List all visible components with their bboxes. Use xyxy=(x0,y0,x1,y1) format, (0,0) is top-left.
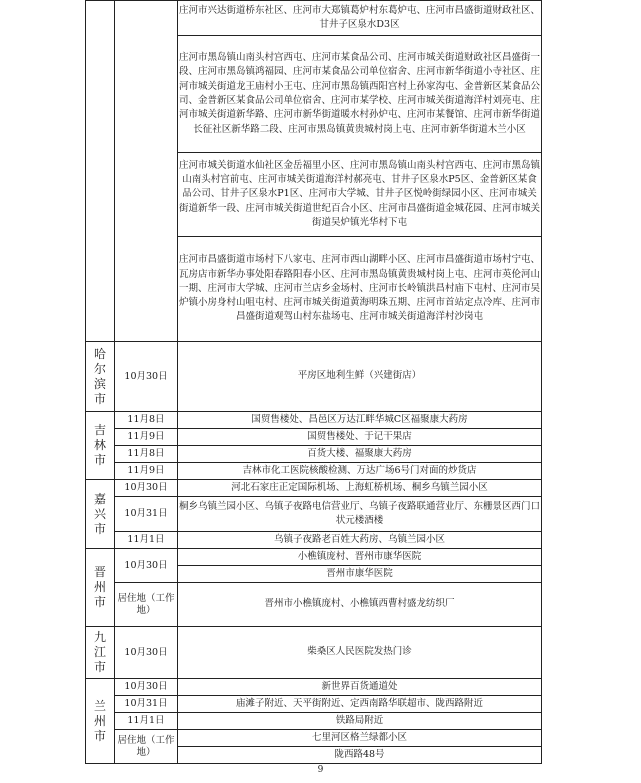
date-cell: 10月31日 xyxy=(115,696,178,713)
location-cell: 吉林市化工医院核酸检测、万达广场6号门对面的炒货店 xyxy=(178,463,542,480)
date-cell-continued xyxy=(115,1,178,342)
date-cell: 11月9日 xyxy=(115,429,178,446)
city-cell: 晋州市 xyxy=(86,549,115,627)
location-cell: 晋州市康华医院 xyxy=(178,566,542,583)
table-row xyxy=(86,713,542,730)
city-cell: 兰州市 xyxy=(86,679,115,764)
location-cell: 平房区地利生鲜（兴建街店） xyxy=(178,342,542,412)
date-cell: 10月30日 xyxy=(115,627,178,679)
location-cell: 河北石家庄正定国际机场、上海虹桥机场、桐乡乌镇兰园小区 xyxy=(178,480,542,497)
location-cell: 七里河区格兰绿都小区 xyxy=(178,730,542,747)
location-cell: 铁路局附近 xyxy=(178,713,542,730)
location-cell: 国贸售楼处、昌邑区万达江畔华城C区福聚康大药房 xyxy=(178,412,542,429)
location-cell: 百货大楼、福聚康大药房 xyxy=(178,446,542,463)
table-row xyxy=(86,532,542,549)
location-cell: 庄河市城关街道水仙社区金岳福里小区、庄河市黑岛镇山南头村宫西屯、庄河市黑岛镇山南头村宫前屯、庄河市城关街道海洋村郝亮屯、甘井子区泉水P5区、金普新区某食品公司、甘井子区泉水P1区、庄河市大学城、甘井子区悦岭街绿园小区、庄河市城关街道新华一段、庄河市城关街道世纪百合小区、庄河市昌盛街道金城花园、庄河市城关街道吴炉镇光华村下屯 xyxy=(178,153,542,237)
table-row xyxy=(86,446,542,463)
location-cell: 柴桑区人民医院发热门诊 xyxy=(178,627,542,679)
location-cell: 晋州市小樵镇庞村、小樵镇西曹村盛龙纺织厂 xyxy=(178,583,542,627)
date-cell: 11月1日 xyxy=(115,532,178,549)
date-cell: 居住地（工作地） xyxy=(115,583,178,627)
city-cell: 哈尔滨市 xyxy=(86,342,115,412)
location-cell: 庄河市兴达街道桥东社区、庄河市大郑镇葛炉村东葛炉屯、庄河市昌盛街道财政社区、甘井子区泉水D3区 xyxy=(178,1,542,36)
location-cell: 小樵镇庞村、晋州市康华医院 xyxy=(178,549,542,566)
date-cell: 11月8日 xyxy=(115,446,178,463)
date-cell: 10月30日 xyxy=(115,480,178,497)
city-cell-continued xyxy=(86,1,115,342)
table-row xyxy=(86,412,542,429)
table-row xyxy=(86,679,542,696)
table-row xyxy=(86,342,542,412)
table-row xyxy=(86,696,542,713)
location-cell: 乌镇子夜路老百姓大药房、乌镇兰园小区 xyxy=(178,532,542,549)
page-number: 9 xyxy=(317,765,324,775)
date-cell: 11月8日 xyxy=(115,412,178,429)
city-cell: 九江市 xyxy=(86,627,115,679)
location-cell: 庙滩子附近、天平街附近、定西南路华联超市、陇西路附近 xyxy=(178,696,542,713)
location-cell: 国贸售楼处、于记干果店 xyxy=(178,429,542,446)
date-cell: 11月9日 xyxy=(115,463,178,480)
location-cell: 庄河市昌盛街道市场村下八家屯、庄河市西山湖畔小区、庄河市昌盛街道市场村宁屯、瓦房店市新华办事处阳春路阳春小区、庄河市黑岛镇黄贵城村岗上屯、庄河市英伦河山一期、庄河市大学城、庄河市兰店乡金场村、庄河市长岭镇洪昌村庙下屯村、庄河市吴炉镇小房身村山咀屯村、庄河市城关街道黄海明珠五期、庄河市首站定点冷库、庄河市昌盛街道观驾山村东盐场屯、庄河市城关街道海洋村沙岗屯 xyxy=(178,237,542,342)
location-cell: 陇西路48号 xyxy=(178,747,542,764)
table-row xyxy=(86,463,542,480)
locations-table xyxy=(85,0,542,764)
table-row xyxy=(86,1,542,36)
date-cell: 10月31日 xyxy=(115,497,178,532)
location-cell: 庄河市黑岛镇山南头村宫西屯、庄河市某食品公司、庄河市城关街道财政社区昌盛街一段、庄河市黑岛镇鸿福园、庄河市某食品公司单位宿舍、庄河市新华街道小寺社区、庄河市城关街道龙王庙村小王屯、庄河市黑岛镇西阳宫村上孙家沟屯、金普新区某食品公司、金普新区某食品公司单位宿舍、庄河市某学校、庄河市城关街道海洋村刘亮屯、庄河市城关街道新华路、庄河市新华街道暖水村孙炉屯、庄河市某餐馆、庄河市新华街道长征社区新华路二段、庄河市黑岛镇黄贵城村岗上屯、庄河市新华街道木兰小区 xyxy=(178,36,542,153)
table-row xyxy=(86,583,542,627)
table-row xyxy=(86,497,542,532)
table-row xyxy=(86,549,542,566)
table-row xyxy=(86,480,542,497)
table-row xyxy=(86,429,542,446)
city-cell: 嘉兴市 xyxy=(86,480,115,549)
date-cell: 10月30日 xyxy=(115,549,178,583)
date-cell: 居住地（工作地） xyxy=(115,730,178,764)
date-cell: 10月30日 xyxy=(115,342,178,412)
date-cell: 10月30日 xyxy=(115,679,178,696)
table-row xyxy=(86,627,542,679)
location-cell: 桐乡乌镇兰园小区、乌镇子夜路电信营业厅、乌镇子夜路联通营业厅、东栅景区西门口状元楼酒楼 xyxy=(178,497,542,532)
date-cell: 11月1日 xyxy=(115,713,178,730)
city-cell: 吉林市 xyxy=(86,412,115,480)
table-row xyxy=(86,730,542,747)
location-cell: 新世界百货通道处 xyxy=(178,679,542,696)
